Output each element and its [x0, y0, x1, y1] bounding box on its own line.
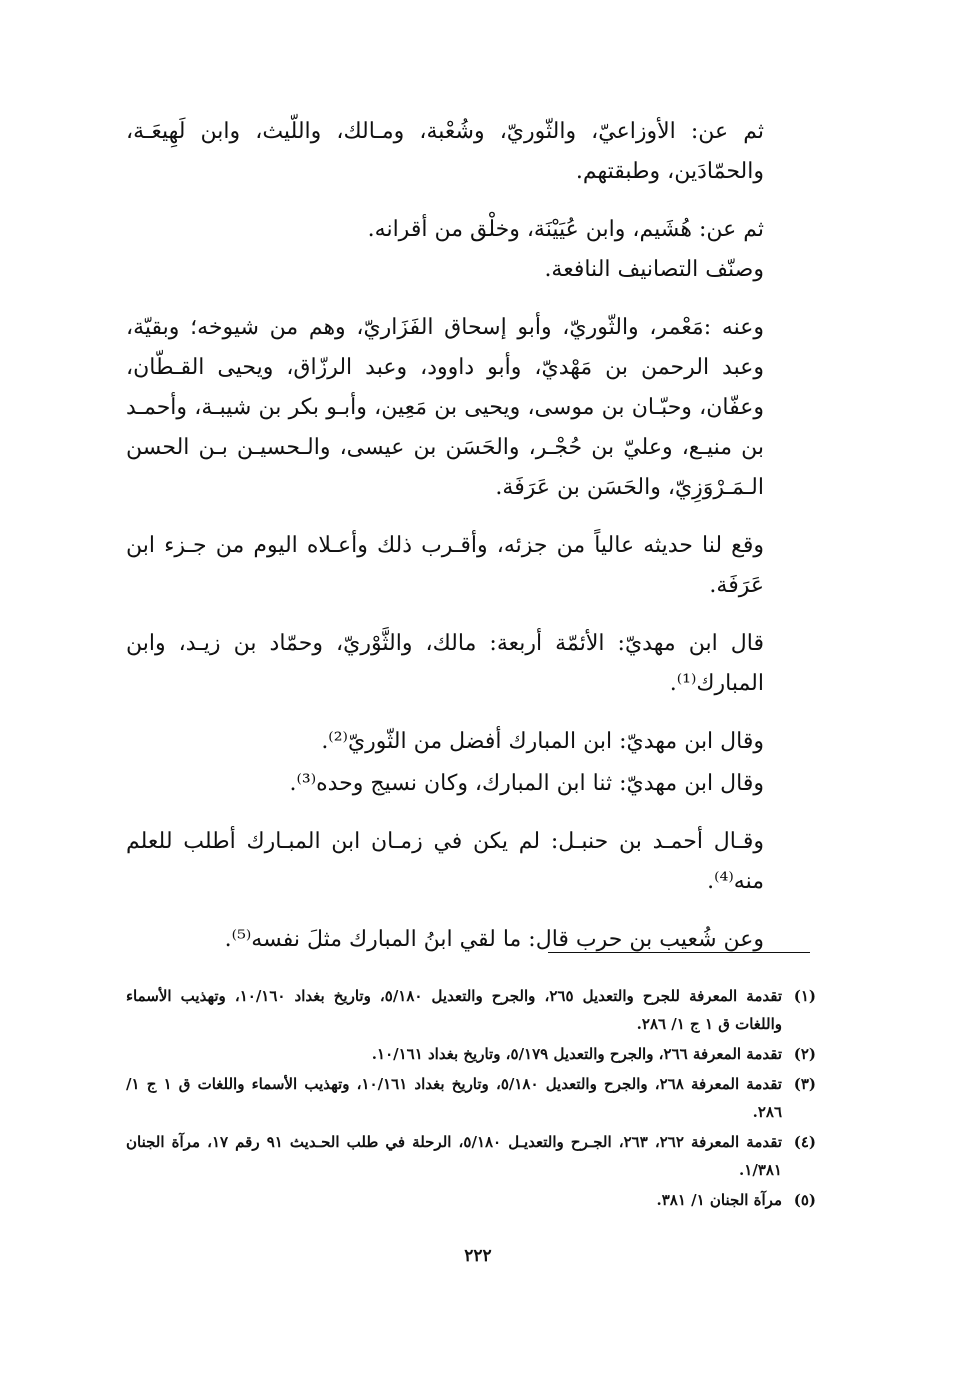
footnote-text: تقدمة المعرفة ٢٦٢، ٢٦٣، الجـرح والتعديـل ٥/١٨٠، الرحلة في طلب الحـديث ٩١ رقم ١٧، مرآة الجنان ١/٣٨١.: [126, 1133, 782, 1179]
paragraph-quote-4: وقـال أحمـد بن حنبـل: لم يكن في زمـان ابن المبـارك أطلب للعلم منه⁽⁴⁾.: [126, 829, 764, 894]
footnote-separator: [548, 952, 810, 953]
paragraph-quote-3: وقال ابن مهديّ: ثنا ابن المبارك، وكان نسيج وحده⁽³⁾.: [289, 771, 764, 796]
paragraph-hadith-note: وقع لنا حديثه عالياً من جزئه، وأقـرب ذلك وأعـلاه اليوم من جـزء ابن عَرَفَة.: [126, 533, 764, 598]
footnote-item: [126, 982, 816, 1038]
footnote-text: تقدمة المعرفة للجرح والتعديل ٢٦٥، والجرح والتعديل ٥/١٨٠، وتاريخ بغداد ١٠/١٦٠، وتهذيب الأسماء واللغات ق ١ ج ١/ ٢٨٦.: [126, 987, 782, 1033]
footnote-item: [126, 1070, 816, 1126]
footnote-number: (٥): [793, 1191, 816, 1209]
footnote-text: مرآة الجنان ١/ ٣٨١.: [656, 1191, 782, 1209]
footnote-item: [126, 1040, 816, 1068]
paragraph-line: ثم عن: هُشَيم، وابن عُيَيْنَة، وخلْق من أقرانه.: [367, 217, 764, 242]
paragraph-quote-2: وقال ابن مهديّ: ابن المبارك أفضل من الثّوريّ⁽²⁾.: [321, 729, 764, 754]
page-number: ٢٢٢: [464, 1246, 492, 1266]
footnote-item: [126, 1186, 816, 1214]
footnote-text: تقدمة المعرفة ٢٦٨، والجرح والتعديل ٥/١٨٠، وتاريخ بغداد ١٠/١٦١، وتهذيب الأسماء واللغات ق ١ ج ١/ ٢٨٦.: [126, 1075, 782, 1121]
paragraph-quote-5: وعن شُعيب بن حرب قال: ما لقي ابنُ المبارك مثلَ نفسه⁽⁵⁾.: [224, 927, 764, 952]
paragraph-teachers: ثم عن: الأوزاعيّ، والثّوريّ، وشُعْبة، ومـالك، واللّيث، وابن لَهِيعَـة، والحمّادَين، وطبقتهم.: [126, 119, 764, 184]
footnote-number: (٢): [793, 1045, 816, 1063]
main-text: [126, 112, 816, 978]
footnote-number: (٤): [793, 1133, 816, 1151]
footnote-text: تقدمة المعرفة ٢٦٦، والجرح والتعديل ٥/١٧٩، وتاريخ بغداد ١٠/١٦١.: [371, 1045, 782, 1063]
paragraph-students: وعنه :مَعْمر، والثّوريّ، وأبو إسحاق الفَزَاريّ، وهم من شيوخه؛ وبقيّة، وعبد الرحمن بن مَهْديّ، وأبو داوود، وعبد الرزّاق، ويحيى القـطّان، وعفّان، وحبّـان بن موسى، ويحيى بن مَعِين، وأبـو بكر بن شيبـة، وأحمـد بن منيـع، وعليّ بن حُجْـر، والحَسَن بن عيسى، والـحسيـن بـن الحسن الـمَـرْوَزِيّ، والحَسَن بن عَرَفَة.: [126, 315, 764, 500]
footnote-number: (١): [793, 987, 816, 1005]
footnotes: [126, 982, 816, 1216]
paragraph-line: وصنّف التصانيف النافعة.: [544, 257, 764, 282]
footnote-item: [126, 1128, 816, 1184]
footnote-number: (٣): [793, 1075, 816, 1093]
paragraph-quote-1: قال ابن مهديّ: الأئمّة أربعة: مالك، والثَّوْريّ، وحمّاد بن زيـد، وابن المبارك⁽¹⁾.: [126, 631, 764, 696]
paragraph-later-teachers: [126, 210, 816, 290]
